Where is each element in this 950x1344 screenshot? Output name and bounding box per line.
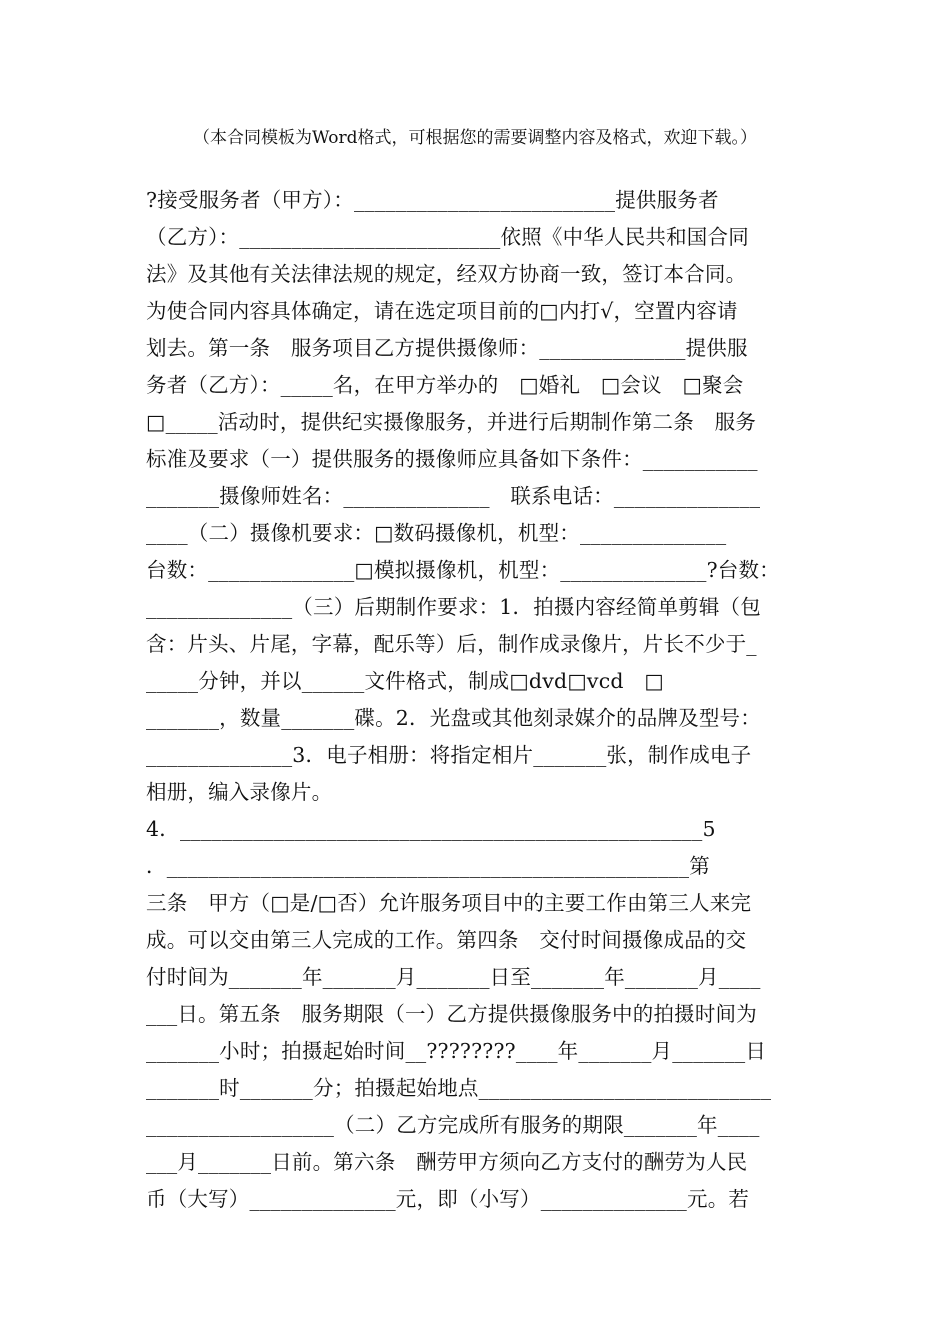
contract-line: 成。可以交由第三人完成的工作。第四条 交付时间摄像成品的交	[146, 928, 747, 952]
contract-line: ____（二）摄像机要求：□数码摄像机，机型：______________	[146, 521, 727, 545]
contract-line: 为使合同内容具体确定，请在选定项目前的□内打√，空置内容请	[146, 299, 738, 323]
contract-line: 标准及要求（一）提供服务的摄像师应具备如下条件：___________	[146, 447, 758, 471]
contract-body	[146, 182, 806, 1218]
contract-line: 含：片头、片尾，字幕，配乐等）后，制作成录像片，片长不少于_	[146, 632, 757, 656]
contract-line: 划去。第一条 服务项目乙方提供摄像师：______________提供服	[146, 336, 748, 360]
contract-line: 台数：______________□模拟摄像机，机型：______________?台数：	[146, 558, 780, 582]
contract-line: ______________（三）后期制作要求：1．拍摄内容经简单剪辑（包	[146, 595, 761, 619]
contract-line: ．__________________________________________________第	[146, 854, 710, 878]
contract-line: ______________3．电子相册：将指定相片_______张，制作成电子	[146, 743, 752, 767]
contract-line: _______，数量_______碟。2．光盘或其他刻录媒介的品牌及型号：	[146, 706, 761, 730]
contract-line: 币（大写）______________元，即（小写）______________元。若	[146, 1187, 750, 1211]
contract-line: __________________（二）乙方完成所有服务的期限_______年____	[146, 1113, 760, 1137]
contract-line: 法》及其他有关法律法规的规定，经双方协商一致，签订本合同。	[146, 262, 747, 286]
contract-line: _______摄像师姓名：______________ 联系电话：______________	[146, 484, 761, 508]
contract-line: _______时_______分；拍摄起始地点____________________________	[146, 1076, 772, 1100]
contract-line: 4．__________________________________________________5	[146, 817, 716, 841]
contract-line: ___日。第五条 服务期限（一）乙方提供摄像服务中的拍摄时间为	[146, 1002, 757, 1026]
contract-line: □_____活动时，提供纪实摄像服务，并进行后期制作第二条 服务	[146, 410, 757, 434]
contract-line: （乙方）：_________________________依照《中华人民共和国合同	[146, 225, 749, 249]
contract-line: 务者（乙方）：_____名，在甲方举办的 □婚礼 □会议 □聚会	[146, 373, 744, 397]
contract-line: ___月_______日前。第六条 酬劳甲方须向乙方支付的酬劳为人民	[146, 1150, 748, 1174]
template-note: （本合同模板为Word格式，可根据您的需要调整内容及格式，欢迎下载。）	[192, 128, 758, 148]
contract-line: _______小时；拍摄起始时间__????????____年_______月_______日	[146, 1039, 767, 1063]
contract-line: 付时间为_______年_______月_______日至_______年_______月____	[146, 965, 761, 989]
contract-line: _____分钟，并以______文件格式，制成□dvd□vcd □	[146, 669, 664, 693]
contract-line: ?接受服务者（甲方）：_________________________提供服务者	[146, 188, 719, 212]
contract-line: 三条 甲方（□是/□否）允许服务项目中的主要工作由第三人来完	[146, 891, 752, 915]
contract-line: 相册，编入录像片。	[146, 780, 333, 804]
